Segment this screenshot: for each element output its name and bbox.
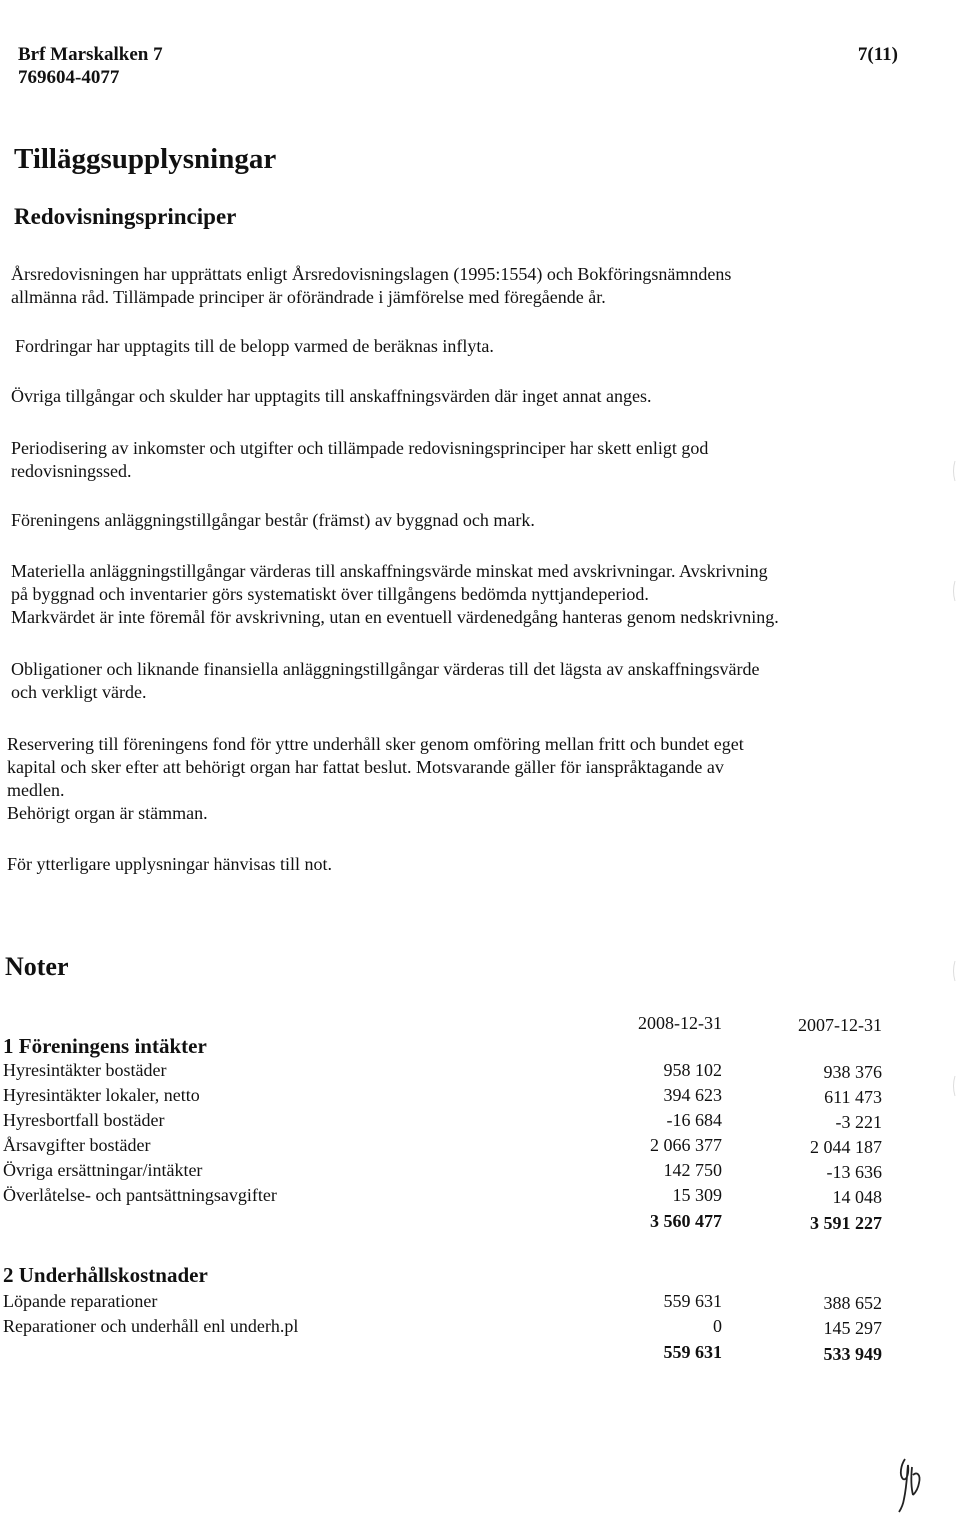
paragraph-line: Materiella anläggningstillgångar värderas till anskaffningsvärde minskat med avskrivningar. Avskrivning [11,561,768,581]
row-value-2008: 142 750 [663,1160,722,1180]
paragraph-line: För ytterligare upplysningar hänvisas till not. [7,854,332,874]
paragraph-line: Föreningens anläggningstillgångar består (främst) av byggnad och mark. [11,510,535,530]
table-row [0,1185,960,1210]
table-row [0,1316,960,1341]
paragraph-line: Övriga tillgångar och skulder har upptagits till anskaffningsvärden där inget annat anges. [11,386,652,406]
paragraph-bonds [11,658,759,704]
table-row [0,1060,960,1085]
paragraph-line: allmänna råd. Tillämpade principer är oförändrade i jämförelse med föregående år. [11,287,606,307]
paragraph-further-info [7,853,332,876]
row-value-2008: -16 684 [666,1110,722,1130]
paragraph-line: Behörigt organ är stämman. [7,803,208,823]
row-value-2008: 559 631 [663,1291,722,1311]
paragraph-line: Reservering till föreningens fond för yttre underhåll sker genom omföring mellan fritt och bundet eget [7,734,744,754]
paragraph-line: och verkligt värde. [11,682,147,702]
handwritten-initials [895,1455,925,1515]
total-value-2007: 533 949 [823,1344,882,1364]
column-header-2008: 2008-12-31 [638,1013,722,1033]
paragraph-line: Periodisering av inkomster och utgifter och tillämpade redovisningsprinciper har skett enligt god [11,438,709,458]
table-row [0,1085,960,1110]
org-number: 769604-4077 [18,67,120,88]
row-value-2008: 0 [713,1316,722,1336]
row-value-2008: 15 309 [672,1185,722,1205]
scan-mark [952,460,956,482]
paragraph-principles [11,263,731,309]
paragraph-accruals [11,437,708,483]
table-row [0,1291,960,1316]
row-label: Överlåtelse- och pantsättningsavgifter [3,1185,277,1205]
paragraph-depreciation [11,560,779,629]
paragraph-line: Markvärdet är inte föremål för avskrivning, utan en eventuell värdenedgång hanteras genom nedskrivning. [11,607,779,627]
paragraph-receivables [15,335,494,358]
paragraph-line: Årsredovisningen har upprättats enligt Årsredovisningslagen (1995:1554) och Bokföringsnämndens [11,264,732,284]
row-value-2008: 394 623 [663,1085,722,1105]
total-value-2008: 3 560 477 [650,1211,722,1231]
table-total-row [0,1342,960,1367]
paragraph-line: Obligationer och liknande finansiella anläggningstillgångar värderas till det lägsta av anskaffningsvärde [11,659,760,679]
row-label: Hyresbortfall bostäder [3,1110,165,1130]
row-value-2007: 611 473 [824,1087,882,1107]
row-label: Hyresintäkter bostäder [3,1060,167,1080]
org-name: Brf Marskalken 7 [18,44,163,65]
row-value-2008: 958 102 [663,1060,722,1080]
row-value-2007: 2 044 187 [810,1137,882,1157]
paragraph-maintenance-fund [7,733,744,825]
row-value-2007: -3 221 [835,1112,882,1132]
row-label: Övriga ersättningar/intäkter [3,1160,203,1180]
table-row [0,1135,960,1160]
notes-heading: Noter [5,952,69,981]
paragraph-line: på byggnad och inventarier görs systematiskt över tillgångens bedömda nyttjandeperiod. [11,584,649,604]
paragraph-line: kapital och sker efter att behörigt organ har fattat beslut. Motsvarande gäller för ianspråktagande av [7,757,724,777]
paragraph-line: medlen. [7,780,65,800]
row-label: Årsavgifter bostäder [3,1135,151,1155]
scan-mark [952,960,956,982]
paragraph-line: Fordringar har upptagits till de belopp varmed de beräknas inflyta. [15,336,494,356]
page-number: 7(11) [857,44,898,65]
row-label: Löpande reparationer [3,1291,158,1311]
row-value-2007: 388 652 [823,1293,882,1313]
section-title: Redovisningsprinciper [14,204,237,229]
scan-mark [952,580,956,602]
row-value-2007: 145 297 [823,1318,882,1338]
row-value-2007: 938 376 [823,1062,882,1082]
table-row [0,1110,960,1135]
scan-mark [952,1075,956,1097]
column-header-2007: 2007-12-31 [798,1015,882,1035]
row-value-2007: -13 636 [826,1162,882,1182]
paragraph-line: redovisningssed. [11,461,132,481]
page-title: Tilläggsupplysningar [14,143,277,175]
table-row [0,1160,960,1185]
total-value-2008: 559 631 [663,1342,722,1362]
paragraph-other-assets [11,385,652,408]
row-value-2008: 2 066 377 [650,1135,722,1155]
total-value-2007: 3 591 227 [810,1213,882,1233]
note-1-title: 1 Föreningens intäkter [3,1034,207,1058]
note-2-title: 2 Underhållskostnader [3,1263,208,1287]
row-label: Reparationer och underhåll enl underh.pl [3,1316,299,1336]
row-label: Hyresintäkter lokaler, netto [3,1085,200,1105]
paragraph-fixed-assets [11,509,535,532]
table-total-row [0,1211,960,1236]
row-value-2007: 14 048 [832,1187,882,1207]
